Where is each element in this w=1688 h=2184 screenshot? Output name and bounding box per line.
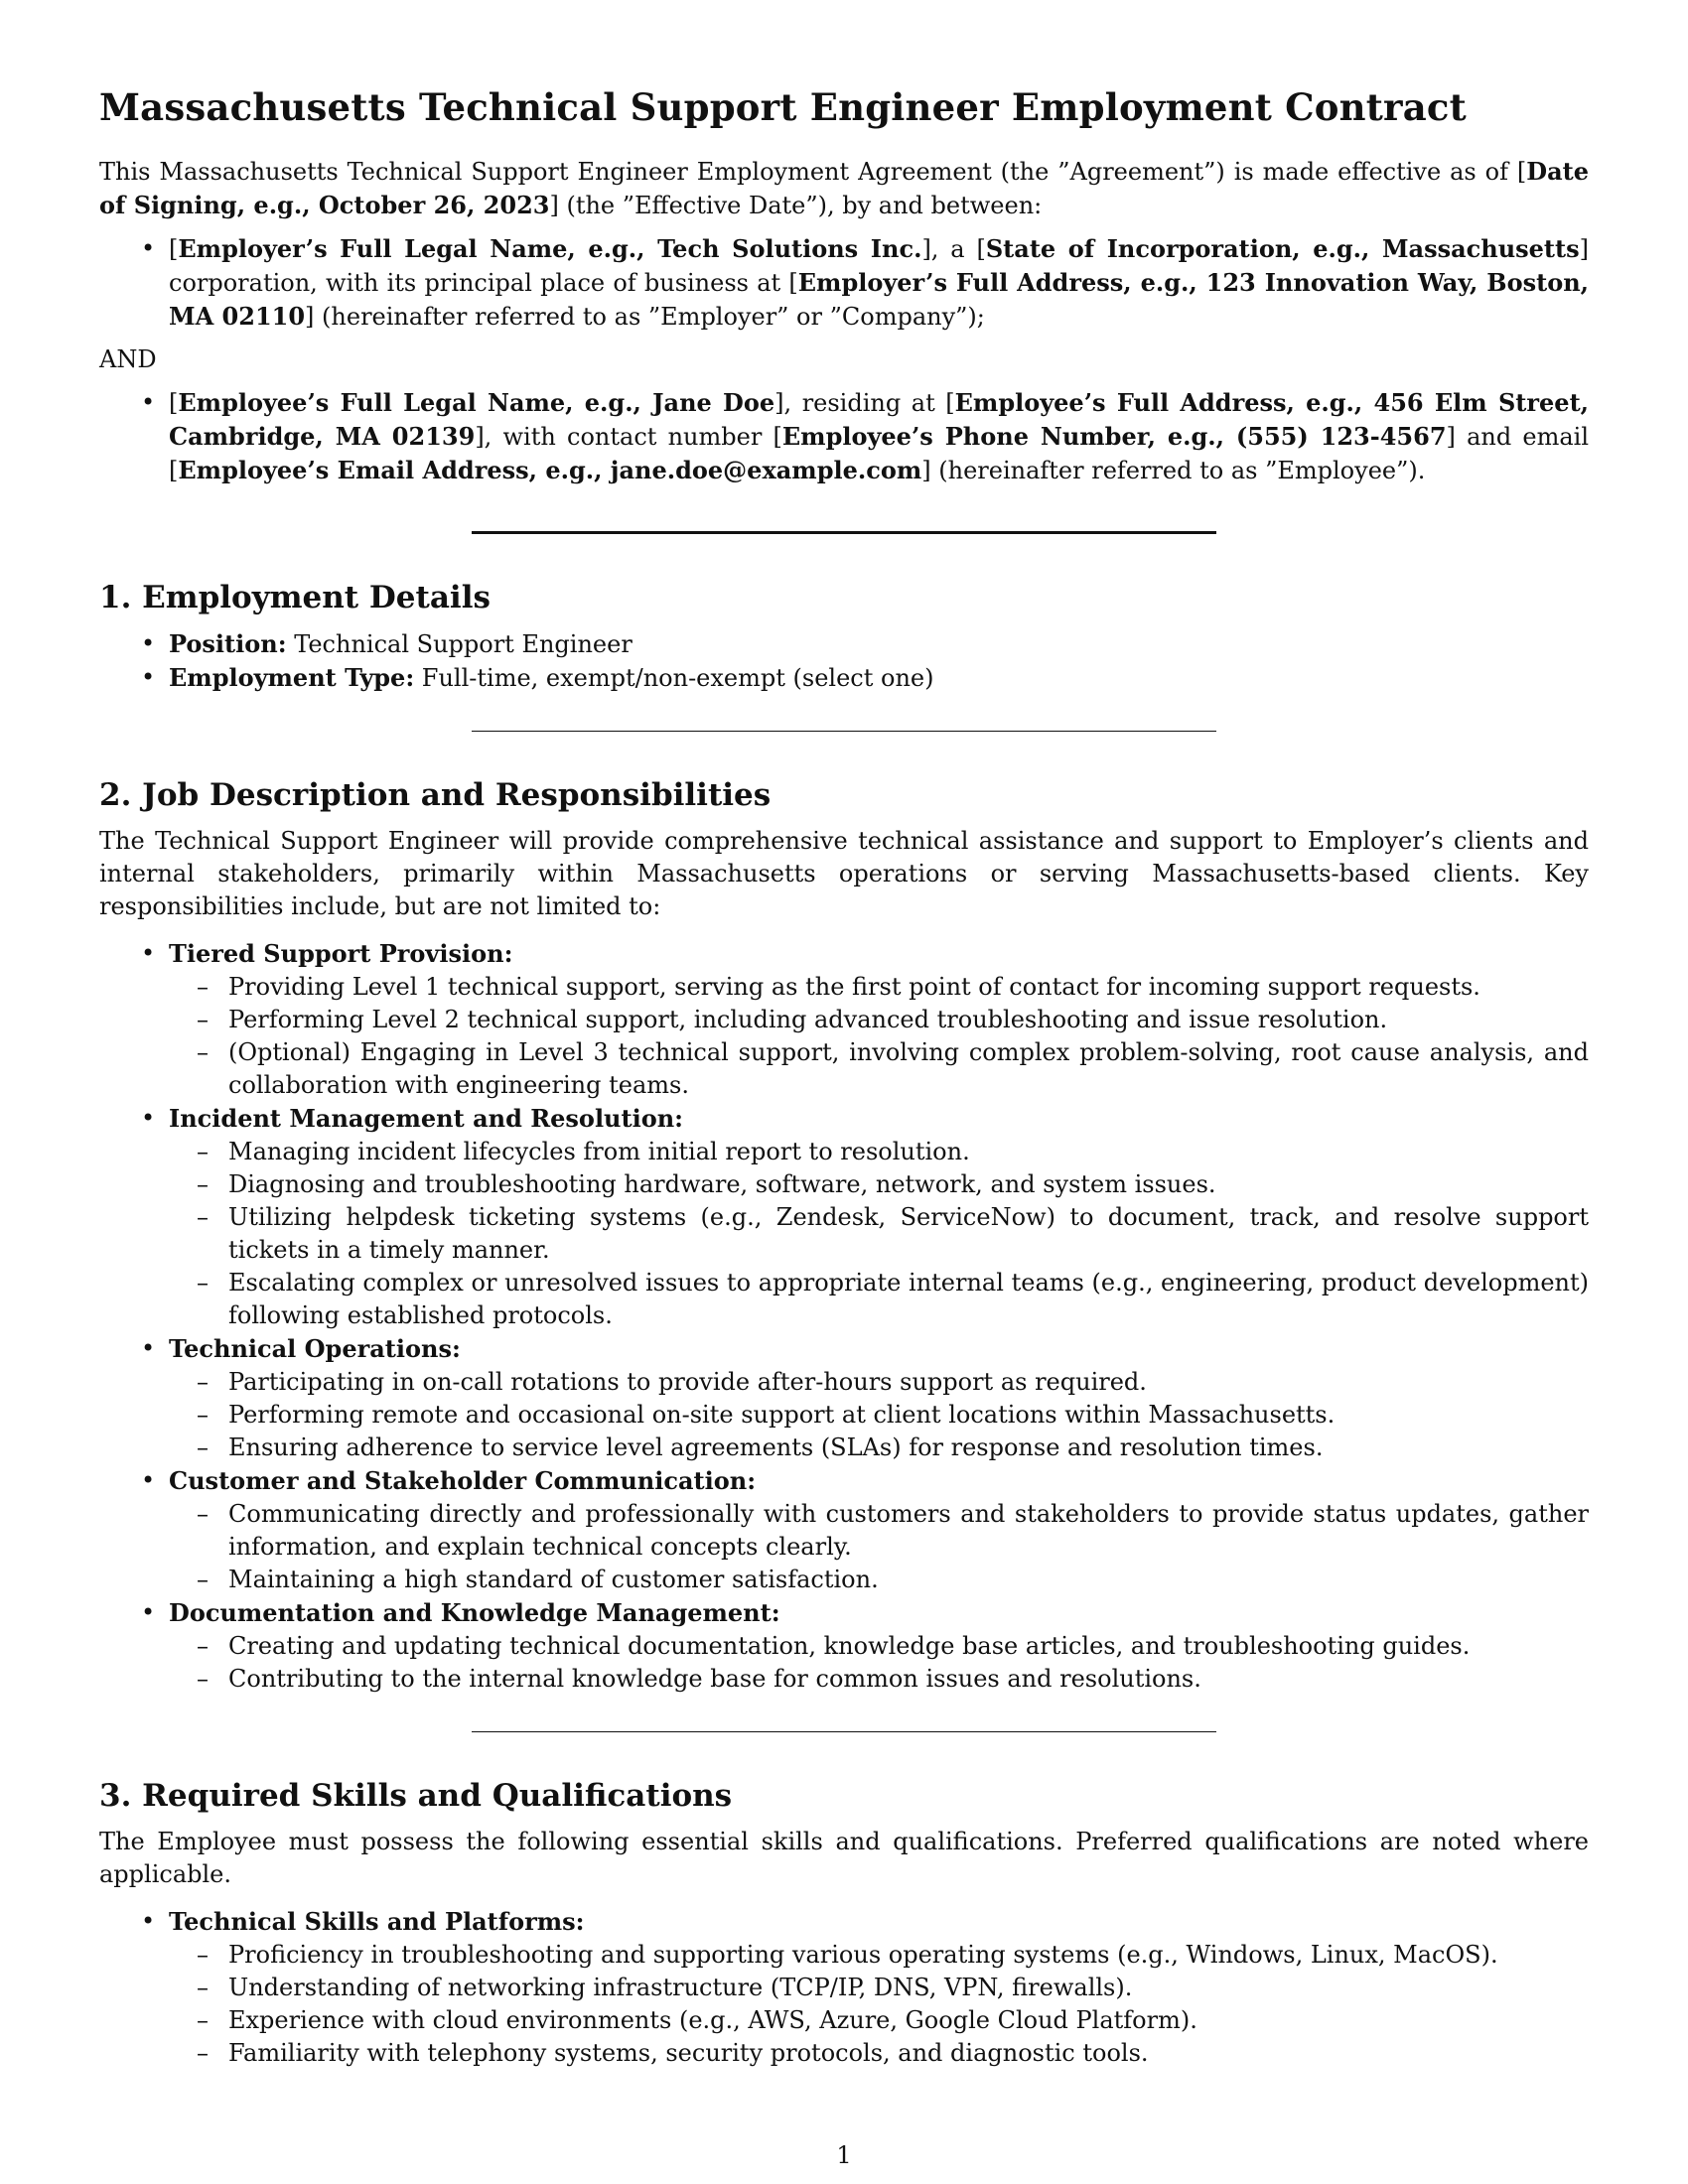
list-item: – Communicating directly and professionally with customers and stakeholders to provide status updates, gather information, and explain technical concepts clearly. [228,1498,1589,1564]
list-item: – Creating and updating technical documentation, knowledge base articles, and troubleshooting guides. [228,1630,1589,1663]
skills-groups [99,1905,1589,2070]
employer-address-placeholder: Employer’s Full Address, e.g., 123 Innovation Way, Boston, MA 02110 [169,268,1590,331]
group-label: Technical Skills and Platforms: [169,1907,585,1936]
list-item: – Understanding of networking infrastructure (TCP/IP, DNS, VPN, firewalls). [228,1972,1589,2004]
employee-text: ] and email [ [169,423,1590,484]
employee-text: ], residing at [ [774,389,955,417]
state-placeholder: State of Incorporation, e.g., Massachusetts [985,234,1580,263]
section-job-description [99,777,1589,1696]
section-divider [472,731,1216,732]
detail-value: Full-time, exempt/non-exempt (select one) [414,664,934,692]
employee-text: [ [169,389,179,417]
responsibility-group [169,1464,1589,1596]
detail-item [169,661,1589,695]
party-list-employer [99,232,1589,334]
responsibility-list [169,1498,1589,1596]
list-item: – Providing Level 1 technical support, serving as the first point of contact for incoming support requests. [228,971,1589,1004]
responsibility-list [169,1136,1589,1332]
list-item: – Managing incident lifecycles from initial report to resolution. [228,1136,1589,1168]
group-label: Customer and Stakeholder Communication: [169,1466,757,1495]
section-employment-details [99,580,1589,695]
list-item: – (Optional) Engaging in Level 3 technical support, involving complex problem-solving, root cause analysis, and collaboration with engineering teams. [228,1036,1589,1102]
detail-value: Technical Support Engineer [286,630,633,658]
detail-item [169,627,1589,661]
employment-details-list [99,627,1589,695]
list-item: – Escalating complex or unresolved issues to appropriate internal teams (e.g., engineering, product development) following established protocols. [228,1267,1589,1332]
employee-name-placeholder: Employee’s Full Legal Name, e.g., Jane Doe [178,388,775,417]
employee-email-placeholder: Employee’s Email Address, e.g., jane.doe@example.com [178,456,922,484]
list-item: – Maintaining a high standard of customer satisfaction. [228,1564,1589,1596]
employer-name-placeholder: Employer’s Full Legal Name, e.g., Tech Solutions Inc. [178,234,922,263]
and-separator: AND [99,345,157,373]
responsibility-list [169,1630,1589,1696]
intro-text: This Massachusetts Technical Support Engineer Employment Agreement (the ”Agreement”) is made effective as of [ [99,158,1527,186]
section-intro: The Employee must possess the following essential skills and qualifications. Preferred qualifications are noted where applicable. [99,1828,1589,1888]
list-item: – Participating in on-call rotations to provide after-hours support as required. [228,1366,1589,1399]
employee-address-placeholder: Employee’s Full Address, e.g., 456 Elm Street, Cambridge, MA 02139 [169,388,1590,451]
employee-phone-placeholder: Employee’s Phone Number, e.g., (555) 123-4567 [781,422,1447,451]
employer-party-item [169,232,1589,334]
document-title: Massachusetts Technical Support Engineer Employment Contract [99,85,1467,129]
section-intro: The Technical Support Engineer will provide comprehensive technical assistance and support to Employer’s clients and internal stakeholders, primarily within Massachusetts operations or serving Massachusetts-based clients. Key responsibilities include, but are not limited to: [99,827,1589,920]
list-item: – Contributing to the internal knowledge base for common issues and resolutions. [228,1663,1589,1696]
effective-date-placeholder: Date of Signing, e.g., October 26, 2023 [99,157,1589,219]
list-item: – Familiarity with telephony systems, security protocols, and diagnostic tools. [228,2037,1589,2070]
section-skills-qualifications [99,1778,1589,2070]
list-item: – Utilizing helpdesk ticketing systems (e.g., Zendesk, ServiceNow) to document, track, and resolve support tickets in a timely manner. [228,1201,1589,1267]
employer-text: ] (hereinafter referred to as ”Employer” or ”Company”); [305,303,985,331]
group-label: Documentation and Knowledge Management: [169,1598,780,1627]
list-item: – Proficiency in troubleshooting and supporting various operating systems (e.g., Windows, Linux, MacOS). [228,1939,1589,1972]
list-item: – Experience with cloud environments (e.g., AWS, Azure, Google Cloud Platform). [228,2004,1589,2037]
skills-group [169,1905,1589,2070]
employer-text: [ [169,235,179,263]
group-label: Technical Operations: [169,1334,461,1363]
employee-party-item [169,386,1589,487]
group-label: Incident Management and Resolution: [169,1104,684,1133]
section-divider [472,1731,1216,1732]
employee-text: ], with contact number [ [475,423,782,451]
responsibility-groups [99,937,1589,1696]
party-list-employee [99,386,1589,487]
section-heading: 3. Required Skills and Qualifications [99,1778,733,1814]
list-item: – Diagnosing and troubleshooting hardware, software, network, and system issues. [228,1168,1589,1201]
responsibility-group [169,1332,1589,1464]
list-item: – Performing Level 2 technical support, including advanced troubleshooting and issue resolution. [228,1004,1589,1036]
group-label: Tiered Support Provision: [169,939,513,968]
section-heading: 2. Job Description and Responsibilities [99,777,772,813]
employer-text: ], a [ [921,235,986,263]
intro-text: ] (the ”Effective Date”), by and between: [549,192,1043,219]
responsibility-list [169,1366,1589,1464]
intro-paragraph [99,155,1589,222]
section-divider [472,531,1216,534]
list-item: – Ensuring adherence to service level agreements (SLAs) for response and resolution times. [228,1432,1589,1464]
page-number: 1 [836,2141,852,2169]
list-item: – Performing remote and occasional on-site support at client locations within Massachusetts. [228,1399,1589,1432]
responsibility-group [169,1596,1589,1696]
responsibility-group [169,1102,1589,1332]
responsibility-group [169,937,1589,1102]
detail-label: Employment Type: [169,663,415,692]
document-page [99,85,1589,2070]
detail-label: Position: [169,629,287,658]
employer-text: ] corporation, with its principal place of business at [ [169,235,1589,297]
skills-list [169,1939,1589,2070]
employee-text: ] (hereinafter referred to as ”Employee”). [921,457,1426,484]
section-heading: 1. Employment Details [99,580,491,615]
responsibility-list [169,971,1589,1102]
